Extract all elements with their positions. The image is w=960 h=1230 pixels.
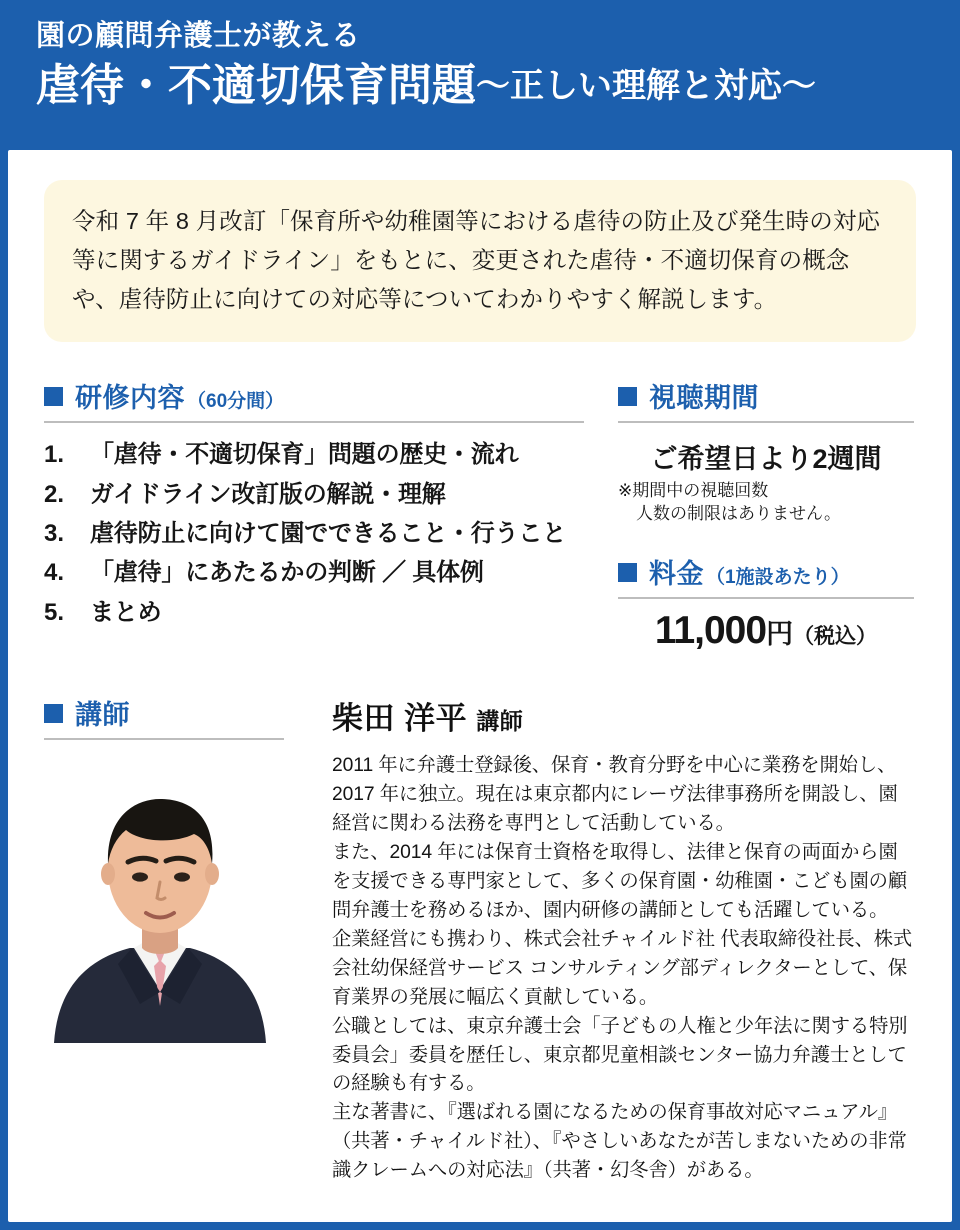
lecturer-right bbox=[314, 693, 916, 1186]
fee-tax-note: （税込） bbox=[793, 625, 878, 649]
bio-paragraph: 主な著書に、『選ばれる園になるための保育事故対応マニュアル』（共著・チャイルド社）、『やさしいあなたが苦しまないための非常識クレームへの対応法』（共著・幻冬舎）がある。 bbox=[332, 1102, 907, 1182]
period-fee-column bbox=[618, 376, 914, 653]
bio-paragraph: 2011 年に弁護士登録後、保育・教育分野を中心に業務を開始し、2017 年に独立。現在は東京都内にレーヴ法律事務所を開設し、園経営に関わる法務を専門として活動している。 bbox=[332, 755, 898, 835]
list-item-number: 5. bbox=[44, 598, 65, 626]
header-title bbox=[36, 60, 930, 113]
lecturer-name-text: 柴田 洋平 bbox=[332, 701, 468, 737]
list-item bbox=[44, 557, 584, 589]
list-item-label: 「虐待・不適切保育」問題の歴史・流れ bbox=[90, 441, 519, 469]
header-title-tail: 〜正しい理解と対応〜 bbox=[476, 67, 816, 106]
lead-box: 令和 7 年 8 月改訂「保育所や幼稚園等における虐待の防止及び発生時の対応等に関するガイドライン」をもとに、変更された虐待・不適切保育の概念や、虐待防止に向けての対応等についてわかりやすく解説します。 bbox=[44, 180, 916, 342]
list-item-label: ガイドライン改訂版の解説・理解 bbox=[90, 480, 446, 508]
contents-heading-label: 研修内容 bbox=[75, 383, 185, 414]
lecturer-photo bbox=[44, 758, 276, 1043]
contents-column bbox=[44, 376, 584, 653]
lecturer-heading bbox=[44, 693, 284, 740]
period-note bbox=[618, 480, 914, 526]
list-item bbox=[44, 597, 584, 629]
square-bullet-icon bbox=[44, 704, 63, 723]
period-value: ご希望日より2週間 bbox=[650, 444, 882, 475]
list-item-number: 1. bbox=[44, 441, 65, 469]
fee-unit-note: （1施設あたり） bbox=[706, 567, 850, 589]
list-item-label: 虐待防止に向けて園でできること・行うこと bbox=[90, 520, 566, 548]
bio-paragraph: 公職としては、東京弁護士会「子どもの人権と少年法に関する特別委員会」委員を歴任し、東京都児童相談センター協力弁護士としての経験も有する。 bbox=[332, 1015, 908, 1095]
poster-body bbox=[8, 150, 952, 1222]
lecturer-bio bbox=[332, 752, 916, 1186]
portrait-illustration bbox=[44, 758, 276, 1043]
fee-heading-label: 料金 bbox=[649, 559, 704, 590]
fee-amount: 11,000 bbox=[654, 609, 767, 653]
lecturer-heading-wrap bbox=[44, 693, 284, 740]
lecturer-heading-label: 講師 bbox=[75, 700, 130, 731]
header-title-text: 虐待・不適切保育問題 bbox=[36, 61, 476, 111]
fee-price bbox=[618, 609, 914, 653]
lecturer-section bbox=[44, 693, 916, 1186]
bio-paragraph: 企業経営にも携わり、株式会社チャイルド社 代表取締役社長、株式会社幼保経営サービス コンサルティング部ディレクターとして、保育業界の発展に幅広く貢献している。 bbox=[332, 928, 913, 1008]
header-subtitle: 園の顧問弁護士が教える bbox=[36, 20, 361, 52]
contents-list bbox=[44, 439, 584, 629]
list-item-number: 4. bbox=[44, 559, 65, 587]
list-item-label: 「虐待」にあたるかの判断 ／ 具体例 bbox=[90, 559, 484, 587]
list-item bbox=[44, 439, 584, 471]
list-item-label: まとめ bbox=[90, 598, 162, 626]
fee-heading bbox=[618, 552, 914, 599]
bio-paragraph: また、2014 年には保育士資格を取得し、法律と保育の両面から園を支援できる専門家として、多くの保育園・幼稚園・こども園の顧問弁護士を務めるほか、園内研修の講師としても活躍している。 bbox=[332, 841, 908, 921]
square-bullet-icon bbox=[618, 387, 637, 406]
lecturer-name-suffix: 講師 bbox=[476, 708, 524, 735]
contents-heading bbox=[44, 376, 584, 423]
poster-header bbox=[0, 0, 960, 129]
contents-duration-note: （60分間） bbox=[187, 391, 285, 413]
square-bullet-icon bbox=[618, 563, 637, 582]
period-heading-label: 視聴期間 bbox=[649, 383, 759, 414]
period-note-line1: ※期間中の視聴回数 bbox=[618, 481, 769, 501]
square-bullet-icon bbox=[44, 387, 63, 406]
period-note-line2: 人数の制限はありません。 bbox=[636, 504, 842, 524]
list-item bbox=[44, 518, 584, 550]
period-heading bbox=[618, 376, 914, 423]
fee-block bbox=[618, 552, 914, 653]
lecturer-name bbox=[332, 693, 916, 738]
list-item-number: 2. bbox=[44, 480, 65, 508]
info-columns bbox=[44, 376, 916, 653]
fee-currency: 円 bbox=[766, 619, 794, 650]
list-item-number: 3. bbox=[44, 520, 65, 548]
list-item bbox=[44, 479, 584, 511]
lecturer-left bbox=[44, 693, 314, 1186]
